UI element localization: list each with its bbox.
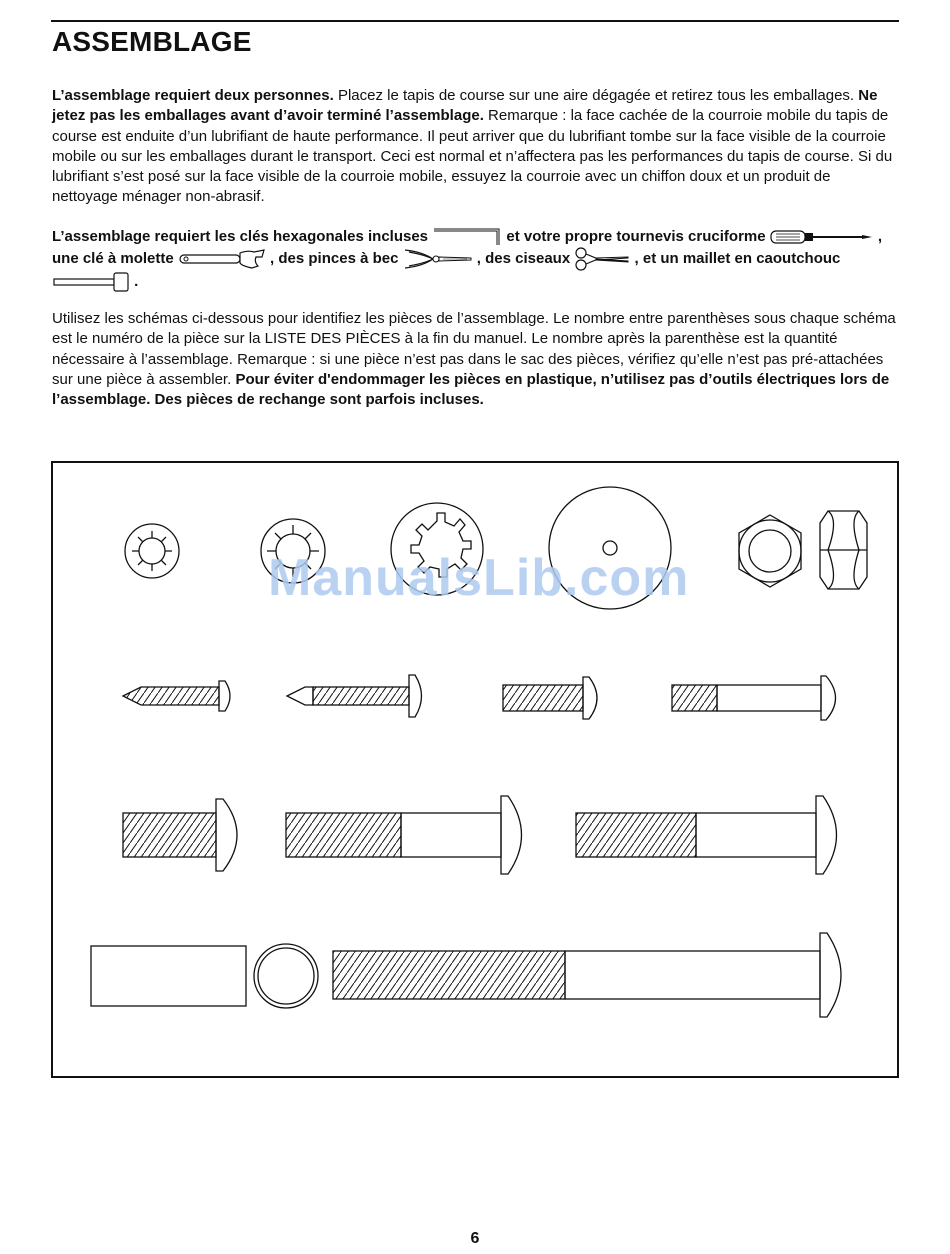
watermark: ManualsLib.com (268, 549, 690, 607)
spacer-end-icon (254, 944, 318, 1008)
instructions-paragraph (52, 309, 900, 410)
hex-nut-side-icon (820, 511, 867, 589)
page-title: ASSEMBLAGE (52, 26, 252, 57)
screwdriver-icon (770, 228, 874, 246)
short-bolt-icon (123, 799, 237, 871)
self-drilling-screw-icon (287, 675, 422, 717)
short-button-screw-icon (503, 677, 597, 719)
extra-long-bolt-icon (333, 933, 841, 1017)
intro-text-2: Remarque : la face cachée de la courroie mobile du tapis de course est enduite d’un lubrifiant de haute performance. Il peut arriver que du lubrifiant tombe sur la face visible de la courroie mobile ou sur les emballages durant le transport. Ceci est normal et n’affectera pas les performances du tapis de course. Si du lubrifiant s’est posé sur la face visible de la courroie mobile, essuyez la courroie avec un chiffon doux et un produit de nettoyage ménager non-abrasif. (52, 107, 893, 206)
tools-text-5: , des ciseaux (472, 250, 575, 268)
adjustable-wrench-icon (178, 248, 266, 270)
needle-nose-pliers-icon (403, 248, 473, 270)
tools-text-7: . (130, 273, 139, 291)
intro-paragraph (52, 86, 900, 208)
intro-bold-2: Ne jetez pas les emballages avant d’avoir terminé l’assemblage. (52, 87, 878, 125)
intro-bold-1: L’assemblage requiert deux personnes. (52, 87, 334, 104)
hex-key-icon (432, 227, 502, 247)
instructions-warning: Pour éviter d'endommager les pièces en plastique, n’utilisez pas d’outils électriques lors de l’assemblage. Des pièces de rechange sont parfois incluses. (52, 370, 890, 409)
rubber-mallet-icon (52, 271, 130, 293)
instructions-text: Utilisez les schémas ci-dessous pour identifiez les pièces de l’assemblage. Le nombre entre parenthèses sous chaque schéma est le numéro de la pièce sur la LISTE DES PIÈCES à la fin du manuel. Le nombre après la parenthèse est la quantité nécessaire à l’assemblage. Remarque : si une pièce n’est pas dans le sac des pièces, vérifiez qu’elle n’est pas pré-attachées sur une pièce à assembler. (52, 310, 896, 388)
tools-text-2: et votre propre tournevis cruciforme (502, 228, 770, 245)
intro-text-1: Placez le tapis de course sur une aire dégagée et retirez tous les emballages. (333, 87, 859, 104)
medium-button-bolt-icon (672, 676, 836, 720)
long-bolt-icon (286, 796, 522, 874)
hex-nut-front-icon (739, 515, 801, 587)
spacer-side-icon (91, 946, 246, 1006)
page-number: 6 (470, 1230, 480, 1247)
tools-text-4: , des pinces à bec (265, 250, 403, 268)
tools-paragraph (52, 227, 900, 293)
tools-text-3: , une clé à molette (52, 228, 883, 268)
long-bolt-icon (576, 796, 837, 874)
scissors-icon (574, 247, 630, 271)
tools-text-6: , et un maillet en caoutchouc (630, 250, 841, 268)
header-rule (51, 20, 899, 22)
star-washer-small-icon (125, 524, 179, 578)
tapping-screw-icon (123, 681, 230, 711)
tools-text-1: L’assemblage requiert les clés hexagonales incluses (52, 228, 433, 245)
